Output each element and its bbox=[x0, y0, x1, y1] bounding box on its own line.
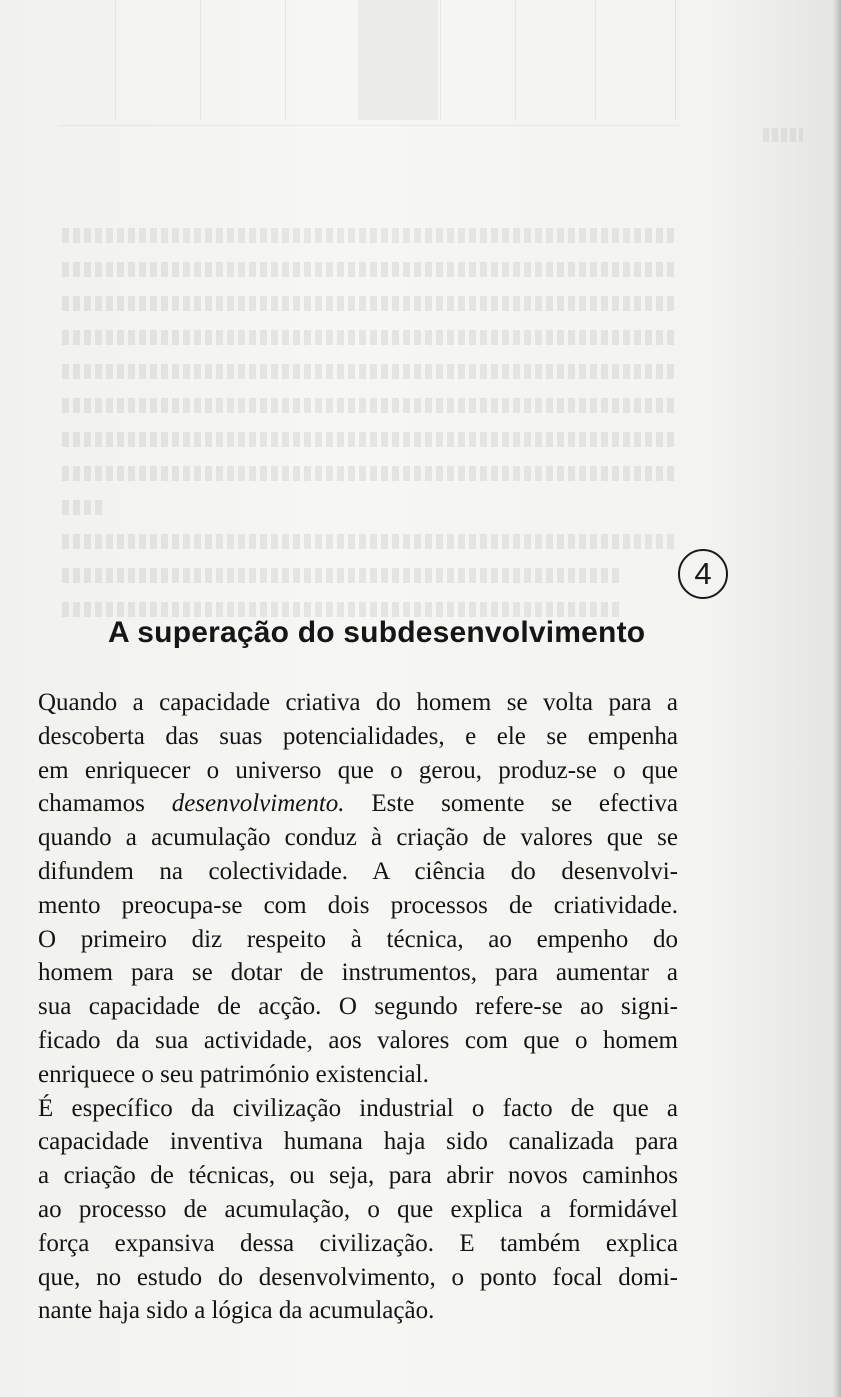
paragraph-2 bbox=[38, 1092, 678, 1329]
paragraph-1 bbox=[38, 686, 678, 1092]
text-line bbox=[38, 787, 678, 821]
text-line: nante haja sido a lógica da acumulação. bbox=[38, 1297, 435, 1325]
section-title: A superação do subdesenvolvimento bbox=[108, 616, 646, 649]
chapter-number-badge bbox=[678, 549, 728, 599]
text-line: descoberta das suas potencialidades, e ele se empenha bbox=[38, 722, 678, 750]
text-line: ao processo de acumulação, o que explica a formidável bbox=[38, 1195, 678, 1223]
text-line: homem para se dotar de instrumentos, para aumentar a bbox=[38, 959, 678, 987]
text-line: sua capacidade de acção. O segundo refere-se ao signi- bbox=[38, 993, 678, 1021]
text-line: difundem na colectividade. A ciência do desenvolvi- bbox=[38, 857, 678, 885]
text-fragment: chamamos bbox=[38, 790, 172, 818]
text-line: mento preocupa-se com dois processos de criatividade. bbox=[38, 891, 678, 919]
text-line: Quando a capacidade criativa do homem se volta para a bbox=[38, 689, 678, 716]
text-line: que, no estudo do desenvolvimento, o ponto focal domi- bbox=[38, 1263, 678, 1291]
text-line: O primeiro diz respeito à técnica, ao empenho do bbox=[38, 925, 678, 953]
text-line: quando a acumulação conduz à criação de valores que se bbox=[38, 824, 678, 852]
text-fragment: Este somente se efectiva bbox=[344, 790, 678, 818]
text-line: força expansiva dessa civilização. E também explica bbox=[38, 1229, 678, 1257]
body-text bbox=[38, 686, 678, 1328]
emphasis-term: desenvolvimento. bbox=[171, 790, 345, 818]
text-line: a criação de técnicas, ou seja, para abrir novos caminhos bbox=[38, 1162, 678, 1190]
text-line: em enriquecer o universo que o gerou, produz-se o que bbox=[38, 756, 678, 784]
text-line: capacidade inventiva humana haja sido canalizada para bbox=[38, 1128, 678, 1156]
text-line: ficado da sua actividade, aos valores com que o homem bbox=[38, 1026, 678, 1054]
chapter-number: 4 bbox=[694, 556, 712, 591]
text-line: É específico da civilização industrial o facto de que a bbox=[38, 1094, 678, 1122]
text-line: enriquece o seu património existencial. bbox=[38, 1060, 429, 1088]
